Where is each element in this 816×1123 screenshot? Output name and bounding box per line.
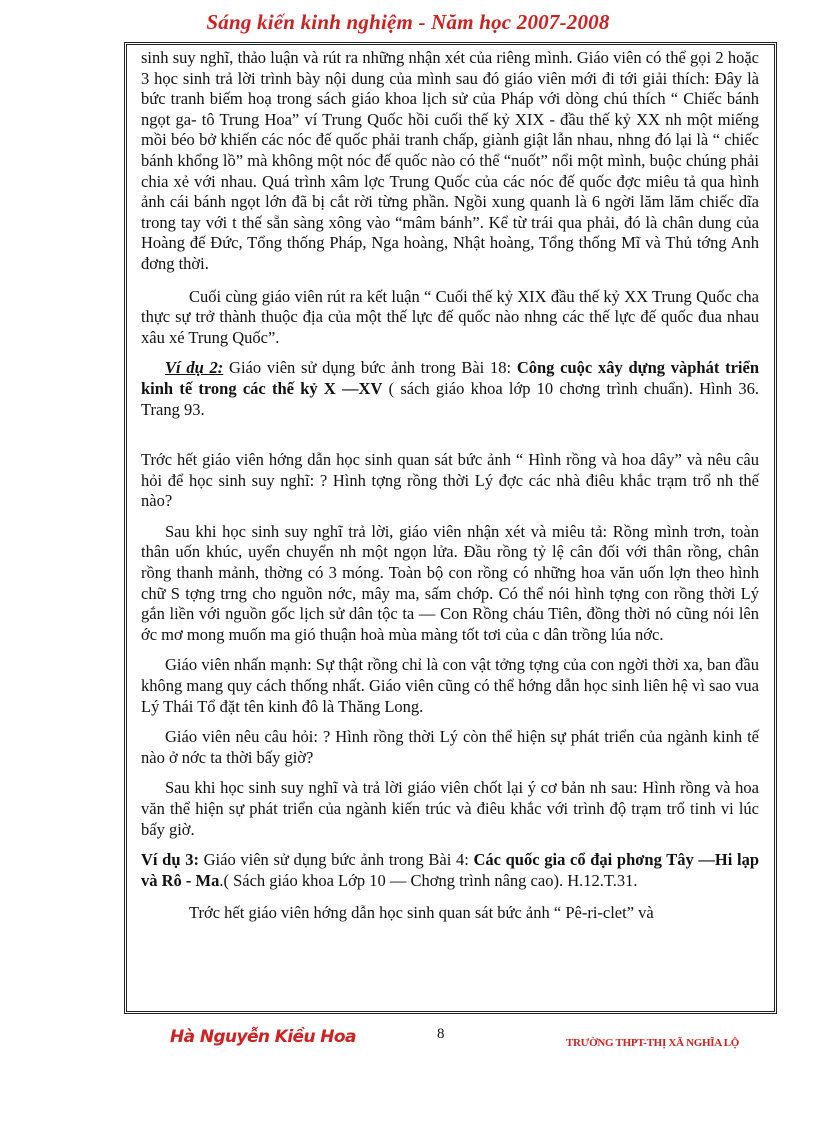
example-2-label: Ví dụ 2: — [165, 358, 224, 378]
paragraph-6: Giáo viên nhấn mạnh: Sự thật rồng chỉ là con vật tởng tợng của con ngời thời xa, ban đầu không mang quy cách thống nhất. Giáo viên cũng có thể hớng dẫn học sinh liên hệ vì sao vua Lý Thái Tổ đặt tên kinh đô là Thăng Long. — [141, 655, 759, 716]
example-2-tail: ( sách giáo khoa lớp 10 chơng trình chuẩn). Hình 36. Trang 93. — [141, 378, 759, 419]
paragraph-2: Cuối cùng giáo viên rút ra kết luận “ Cuối thế kỷ XIX đầu thế kỷ XX Trung Quốc cha thực sự trở thành thuộc địa của một thế lực đế quốc nào nhng các thế lực đế quốc đua nhau xâu xé Trung Quốc”. — [141, 286, 759, 347]
paragraph-8: Sau khi học sinh suy nghĩ và trả lời giáo viên chốt lại ý cơ bản nh sau: Hình rồng và hoa văn thể hiện sự phát triển của ngành kiến trúc và điêu khắc với trình độ trạm trổ tinh vi lúc bấy giờ. — [141, 778, 759, 839]
page-number: 8 — [437, 1026, 445, 1042]
example-3-label: Ví dụ 3: — [141, 850, 199, 870]
paragraph-7: Giáo viên nêu câu hỏi: ? Hình rồng thời Lý còn thể hiện sự phát triển của ngành kinh tế nào ở nớc ta thời bấy giờ? — [141, 727, 759, 767]
paragraph-example-3 — [141, 850, 759, 891]
paragraph-4: Trớc hết giáo viên hớng dẫn học sinh quan sát bức ảnh “ Hình rồng và hoa dây” và nêu câu hỏi để học sinh suy nghĩ: ? Hình tợng rồng thời Lý đợc các nhà điêu khắc trạm trổ nh thế nào? — [141, 450, 759, 511]
example-3-text: Giáo viên sử dụng bức ảnh trong Bài 4: — [198, 850, 474, 870]
paragraph-5: Sau khi học sinh suy nghĩ trả lời, giáo viên nhận xét và miêu tả: Rồng mình trơn, toàn thân uốn khúc, uyển chuyển nh một ngọn lửa. Đầu rồng tỷ lệ cân đối với thân rồng, chân rồng thanh mảnh, thờng có 3 móng. Toàn bộ con rồng có những hoa văn uốn lợn theo hình chữ S tợng trng cho nguồn nớc, mây ma, sấm chớp. Có thể nói hình tợng con rồng thời Lý gắn liền với nguồn gốc lịch sử dân tộc ta — Con Rồng cháu Tiên, đồng thời nó cũng nói lên ớc mơ mong muốn ma gió thuận hoà mùa màng tốt tơi của c dân trồng lúa nớc. — [141, 521, 759, 644]
example-2-text: Giáo viên sử dụng bức ảnh trong Bài 18: — [223, 358, 517, 378]
example-2-lesson-title: Công cuộc xây dựng vàphát triển kinh tế trong các thế kỷ X —XV — [141, 358, 760, 398]
paragraph-10: Trớc hết giáo viên hớng dẫn học sinh quan sát bức ảnh “ Pê-ri-clet” và — [189, 903, 654, 923]
paragraph-example-2 — [141, 358, 759, 420]
document-body — [141, 48, 759, 924]
paragraph-1: sinh suy nghĩ, thảo luận và rút ra những nhận xét của riêng mình. Giáo viên có thể gọi 2 hoặc 3 học sinh trả lời trình bày nội dung của mình sau đó giáo viên mới đi tới giải thích: Đây là bức tranh biếm hoạ trong sách giáo khoa lịch sử của Pháp với dòng chú thích “ Chiếc bánh ngọt ga- tô Trung Hoa” ví Trung Quốc hồi cuối thế kỷ XIX - đầu thế kỷ XX nh một miếng mồi béo bở khiến các nóc đế quốc phải tranh chấp, giành giật lẫn nhau, nhng đó lại là “ chiếc bánh khổng lồ” mà không một nóc đế quốc nào có thể “nuốt” nổi một mình, buộc chúng phải chia xẻ với nhau. Quá trình xâm lợc Trung Quốc của các nóc đế quốc đợc miêu tả qua hình ảnh cái bánh ngọt lớn đã bị cắt rời từng phần. Ngồi xung quanh là 6 ngời lăm lăm chiếc dĩa trong tay với t thế sẵn sàng xông vào “mâm bánh”. Kể từ trái qua phải, đó là chân dung của Hoàng đế Đức, Tổng thống Pháp, Nga hoàng, Nhật hoàng, Tổng thống Mĩ và Thủ tớng Anh đơng thời. — [141, 48, 759, 273]
example-3-lesson-title: Các quốc gia cổ đại phơng Tây —Hi lạp và Rô - Ma — [141, 850, 759, 890]
page-header-title: Sáng kiến kinh nghiệm - Năm học 2007-2008 — [206, 10, 610, 34]
footer-author: Hà Nguyễn Kiều Hoa — [170, 1027, 356, 1047]
footer-school: TRƯỜNG THPT-THỊ XÃ NGHĨA LỘ — [566, 1037, 740, 1049]
example-3-tail: .( Sách giáo khoa Lớp 10 — Chơng trình nâng cao). H.12.T.31. — [219, 870, 638, 890]
